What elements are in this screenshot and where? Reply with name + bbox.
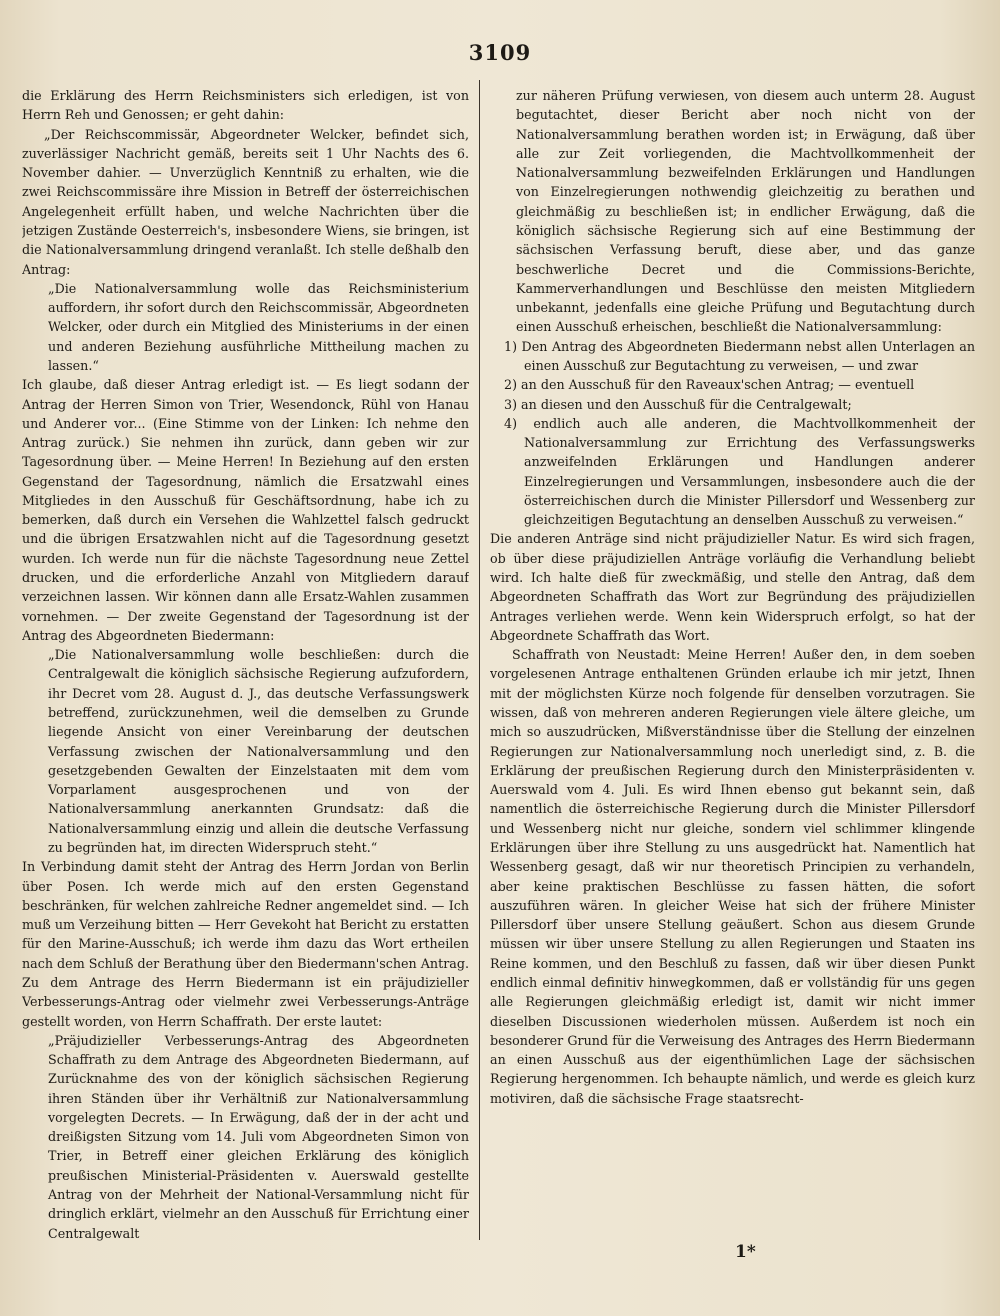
paragraph: die Erklärung des Herrn Reichsministers sich erledigen, ist von Herrn Reh und Genossen; er geht dahin: — [22, 88, 469, 123]
left-column — [22, 86, 469, 1276]
column-divider — [479, 80, 480, 1240]
paragraph: zur näheren Prüfung verwiesen, von diesem auch unterm 28. August begutachtet, dieser Bericht aber noch nicht von der Nationalversammlung berathen worden ist; in Erwägung, daß über alle zur Zeit vorliegenden, die Machtvollkommenheit der Nationalversammlung bezweifelnden Erklärungen und Handlungen von Einzelregierungen nothwendig gleichzeitig zu berathen und gleichmäßig zu beschließen ist; in endlicher Erwägung, daß die königlich sächsische Regierung sich auf eine Bestimmung der sächsischen Verfassung beruft, diese aber, und das ganze beschwerliche Decret und die Commissions-Berichte, Kammerverhandlungen und Beschlüsse den meisten Mitgliedern unbekannt, jedenfalls eine gleiche Prüfung und Begutachtung durch einen Ausschuß erheischen, beschließt die Nationalversammlung: — [516, 88, 975, 335]
paragraph: 2) an den Ausschuß für den Raveaux'schen Antrag; — eventuell — [504, 377, 915, 393]
paragraph: „Der Reichscommissär, Abgeordneter Welcker, befindet sich, zuverlässiger Nachricht gemäß, bereits seit 1 Uhr Nachts des 6. November dahier. — Unverzüglich Kenntniß zu erhalten, wie die zwei Reichscommissäre ihre Mission in Betreff der österreichischen Angelegenheit erfüllt haben, und welche Nachrichten über die jetzigen Zustände Oesterreich's, insbesondere Wiens, sie bringen, ist die Nationalversammlung dringend veranlaßt. Ich stelle deßhalb den Antrag: — [22, 126, 469, 277]
paragraph: 4) endlich auch alle anderen, die Machtvollkommenheit der Nationalversammlung zur Errichtung des Verfassungswerks anzweifelnden Erklärungen und Handlungen anderer Einzelregierungen und Versammlungen, insbesondere auch die der österreichischen durch die Minister Pillersdorf und Wessenberg zur gleichzeitigen Begutachtung an denselben Ausschuß zu verweisen.“ — [504, 415, 975, 528]
right-column — [490, 86, 975, 1276]
paragraph: Schaffrath von Neustadt: Meine Herren! Außer den, in dem soeben vorgelesenen Antrage enthaltenen Gründen erlaube ich mir jetzt, Ihnen mit der möglichsten Kürze noch folgende für denselben vorzutragen. Sie wissen, daß von mehreren anderen Regierungen viele ältere gleiche, um mich so auszudrücken, Mißverständnisse über die Stellung der einzelnen Regierungen zur Nationalversammlung noch unerledigt sind, z. B. die Erklärung der preußischen Regierung durch den Ministerpräsidenten v. Auerswald vom 4. Juli. Es wird Ihnen ebenso gut bekannt sein, daß namentlich die österreichische Regierung durch die Minister Pillersdorf und Wessenberg nicht nur gleiche, sondern viel schlimmer klingende Erklärungen über ihre Stellung zu uns ausgedrückt hat. Namentlich hat Wessenberg gesagt, daß wir nur theoretisch Principien zu verhandeln, aber keine praktischen Beschlüsse zu fassen hätten, die sofort auszuführen wären. In gleicher Weise hat sich der frühere Minister Pillersdorf über unsere Stellung geäußert. Schon aus diesem Grunde müssen wir über unsere Stellung zu allen Regierungen und Staaten ins Reine kommen, und den Beschluß zu fassen, daß wir über diesen Punkt endlich einmal definitiv hinwegkommen, daß er vollständig für uns gegen alle Regierungen gleichmäßig erledigt ist, damit wir nicht immer dieselben Discussionen wiederholen müssen. Außerdem ist noch ein besonderer Grund für die Verweisung des Antrages des Herrn Biedermann an einen Ausschuß aus der eigenthümlichen Lage der sächsischen Regierung hergenommen. Ich behaupte nämlich, und werde es gleich kurz motiviren, daß die sächsische Frage staatsrecht- — [490, 647, 975, 1106]
paragraph: 1) Den Antrag des Abgeordneten Biedermann nebst allen Unterlagen an einen Ausschuß zur Begutachtung zu verweisen, — und zwar — [504, 338, 975, 373]
paragraph: „Die Nationalversammlung wolle beschließen: durch die Centralgewalt die königlich sächsische Regierung aufzufordern, ihr Decret vom 28. August d. J., das deutsche Verfassungswerk betreffend, zurückzunehmen, weil die demselben zu Grunde liegende Ansicht von einer Vereinbarung der deutschen Verfassung zwischen der Nationalversammlung und den gesetzgebenden Gewalten der Einzelstaaten mit dem vom Vorparlament ausgesprochenen und von der Nationalversammlung anerkannten Grundsatz: daß die Nationalversammlung einzig und allein die deutsche Verfassung zu begründen hat, im directen Widerspruch steht.“ — [48, 647, 469, 855]
page-number: 3109 — [468, 40, 532, 65]
paragraph: „Die Nationalversammlung wolle das Reichsministerium auffordern, ihr sofort durch den Reichscommissär, Abgeordneten Welcker, oder durch ein Mitglied des Ministeriums in der einen und anderen Beziehung ausführliche Mittheilung machen zu lassen.“ — [48, 280, 469, 373]
paragraph: In Verbindung damit steht der Antrag des Herrn Jordan von Berlin über Posen. Ich werde mich auf den ersten Gegenstand beschränken, für welchen zahlreiche Redner angemeldet sind. — Ich muß um Verzeihung bitten — Herr Gevekoht hat Bericht zu erstatten für den Marine-Ausschuß; ich werde ihm dazu das Wort ertheilen nach dem Schluß der Berathung über den Biedermann'schen Antrag. Zu dem Antrage des Herrn Biedermann ist ein präjudizieller Verbesserungs-Antrag oder vielmehr zwei Verbesserungs-Anträge gestellt worden, von Herrn Schaffrath. Der erste lautet: — [22, 859, 469, 1029]
signature-mark: 1* — [735, 1242, 756, 1262]
paragraph: 3) an diesen und den Ausschuß für die Centralgewalt; — [504, 396, 852, 412]
paragraph: Die anderen Anträge sind nicht präjudizieller Natur. Es wird sich fragen, ob über diese präjudiziellen Anträge vorläufig die Verhandlung beliebt wird. Ich halte dieß für zweckmäßig, und stelle den Antrag, daß dem Abgeordneten Schaffrath das Wort zur Begründung des präjudiziellen Antrages verliehen werde. Wenn kein Widerspruch erfolgt, so hat der Abgeordnete Schaffrath das Wort. — [490, 531, 975, 643]
paragraph: „Präjudizieller Verbesserungs-Antrag des Abgeordneten Schaffrath zu dem Antrage des Abgeordneten Biedermann, auf Zurücknahme des von der königlich sächsischen Regierung ihren Ständen über ihr Verhältniß zur Nationalversammlung vorgelegten Decrets. — In Erwägung, daß der in der acht und dreißigsten Sitzung vom 14. Juli vom Abgeordneten Simon von Trier, in Betreff einer gleichen Erklärung des königlich preußischen Ministerial-Präsidenten v. Auerswald gestellte Antrag von der Mehrheit der National-Versammlung nicht für dringlich erklärt, vielmehr an den Ausschuß für Errichtung einer Centralgewalt — [48, 1032, 469, 1241]
paragraph: Ich glaube, daß dieser Antrag erledigt ist. — Es liegt sodann der Antrag der Herren Simon von Trier, Wesendonck, Rühl von Hanau und Anderer vor... (Eine Stimme von der Linken: Ich nehme den Antrag zurück.) Sie nehmen ihn zurück, dann geben wir zur Tagesordnung über. — Meine Herren! In Beziehung auf den ersten Gegenstand der Tagesordnung, nämlich die Ersatzwahl eines Mitgliedes in den Ausschuß für Geschäftsordnung, habe ich zu bemerken, daß durch ein Versehen die Wahlzettel falsch gedruckt und die übrigen Ersatzwahlen nicht auf die Tagesordnung gesetzt wurden. Ich werde nun für die nächste Tagesordnung neue Zettel drucken, und die erforderliche Anzahl von Mitgliedern darauf verzeichnen lassen. Wir können dann alle Ersatz-Wahlen zusammen vornehmen. — Der zweite Gegenstand der Tagesordnung ist der Antrag des Abgeordneten Biedermann: — [22, 377, 469, 643]
